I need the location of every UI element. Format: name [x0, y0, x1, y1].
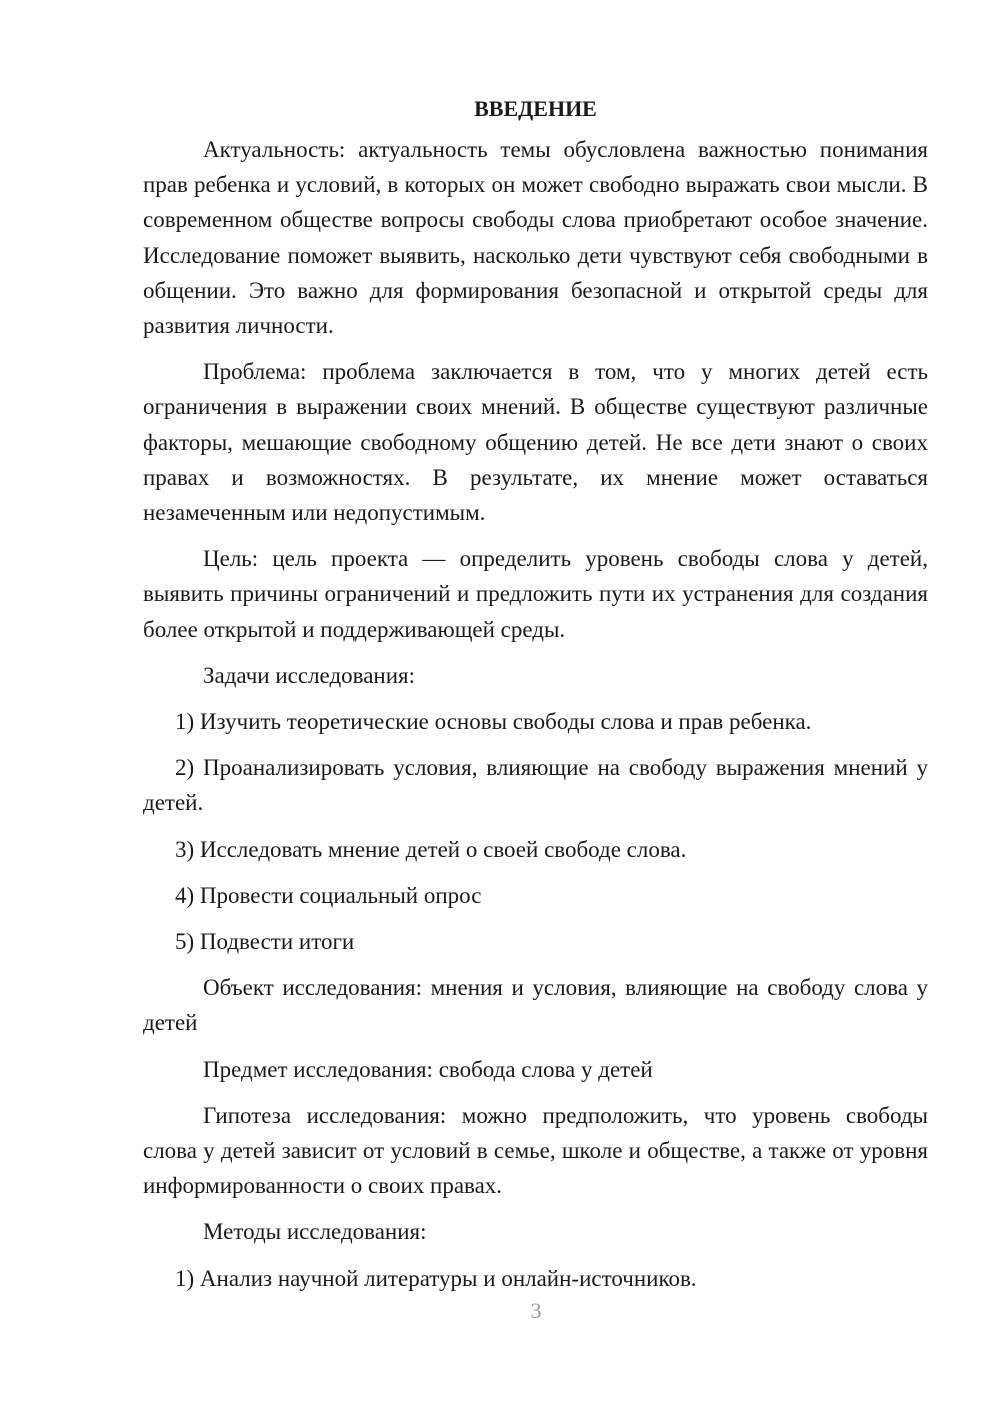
goal-paragraph: Цель: цель проекта — определить уровень свободы слова у детей, выявить причины ограничений и предложить пути их устранения для создания более открытой и поддерживающей среды. — [143, 546, 928, 642]
methods-title: Методы исследования: — [203, 1219, 427, 1245]
task-item-2: 2) Проанализировать условия, влияющие на свободу выражения мнений у детей. — [143, 755, 928, 816]
section-heading: ВВЕДЕНИЕ — [474, 96, 597, 121]
method-item-1: 1) Анализ научной литературы и онлайн-источников. — [175, 1265, 697, 1291]
problem-paragraph: Проблема: проблема заключается в том, что у многих детей есть ограничения в выражении своих мнений. В обществе существуют различные факторы, мешающие свободному общению детей. Не все дети знают о своих правах и возможностях. В результате, их мнение может оставаться незамеченным или недопустимым. — [143, 359, 928, 526]
relevance-paragraph: Актуальность: актуальность темы обусловлена важностью понимания прав ребенка и условий, в которых он может свободно выражать свои мысли. В современном обществе вопросы свободы слова приобретают особое значение. Исследование поможет выявить, насколько дети чувствуют себя свободными в общении. Это важно для формирования безопасной и открытой среды для развития личности. — [143, 137, 928, 339]
task-item-3: 3) Исследовать мнение детей о своей свободе слова. — [175, 836, 687, 862]
hypothesis-paragraph: Гипотеза исследования: можно предположить, что уровень свободы слова у детей зависит от условий в семье, школе и обществе, а также от уровня информированности о своих правах. — [143, 1102, 928, 1199]
task-item-5: 5) Подвести итоги — [175, 929, 355, 955]
subject-paragraph: Предмет исследования: свобода слова у детей — [203, 1056, 653, 1082]
task-item-1: 1) Изучить теоретические основы свободы слова и прав ребенка. — [175, 709, 812, 735]
object-paragraph: Объект исследования: мнения и условия, влияющие на свободу слова у детей — [143, 975, 928, 1036]
page-number: 3 — [530, 1298, 542, 1323]
tasks-title: Задачи исследования: — [203, 662, 416, 688]
page-content — [143, 92, 928, 1307]
task-item-4: 4) Провести социальный опрос — [175, 882, 482, 908]
